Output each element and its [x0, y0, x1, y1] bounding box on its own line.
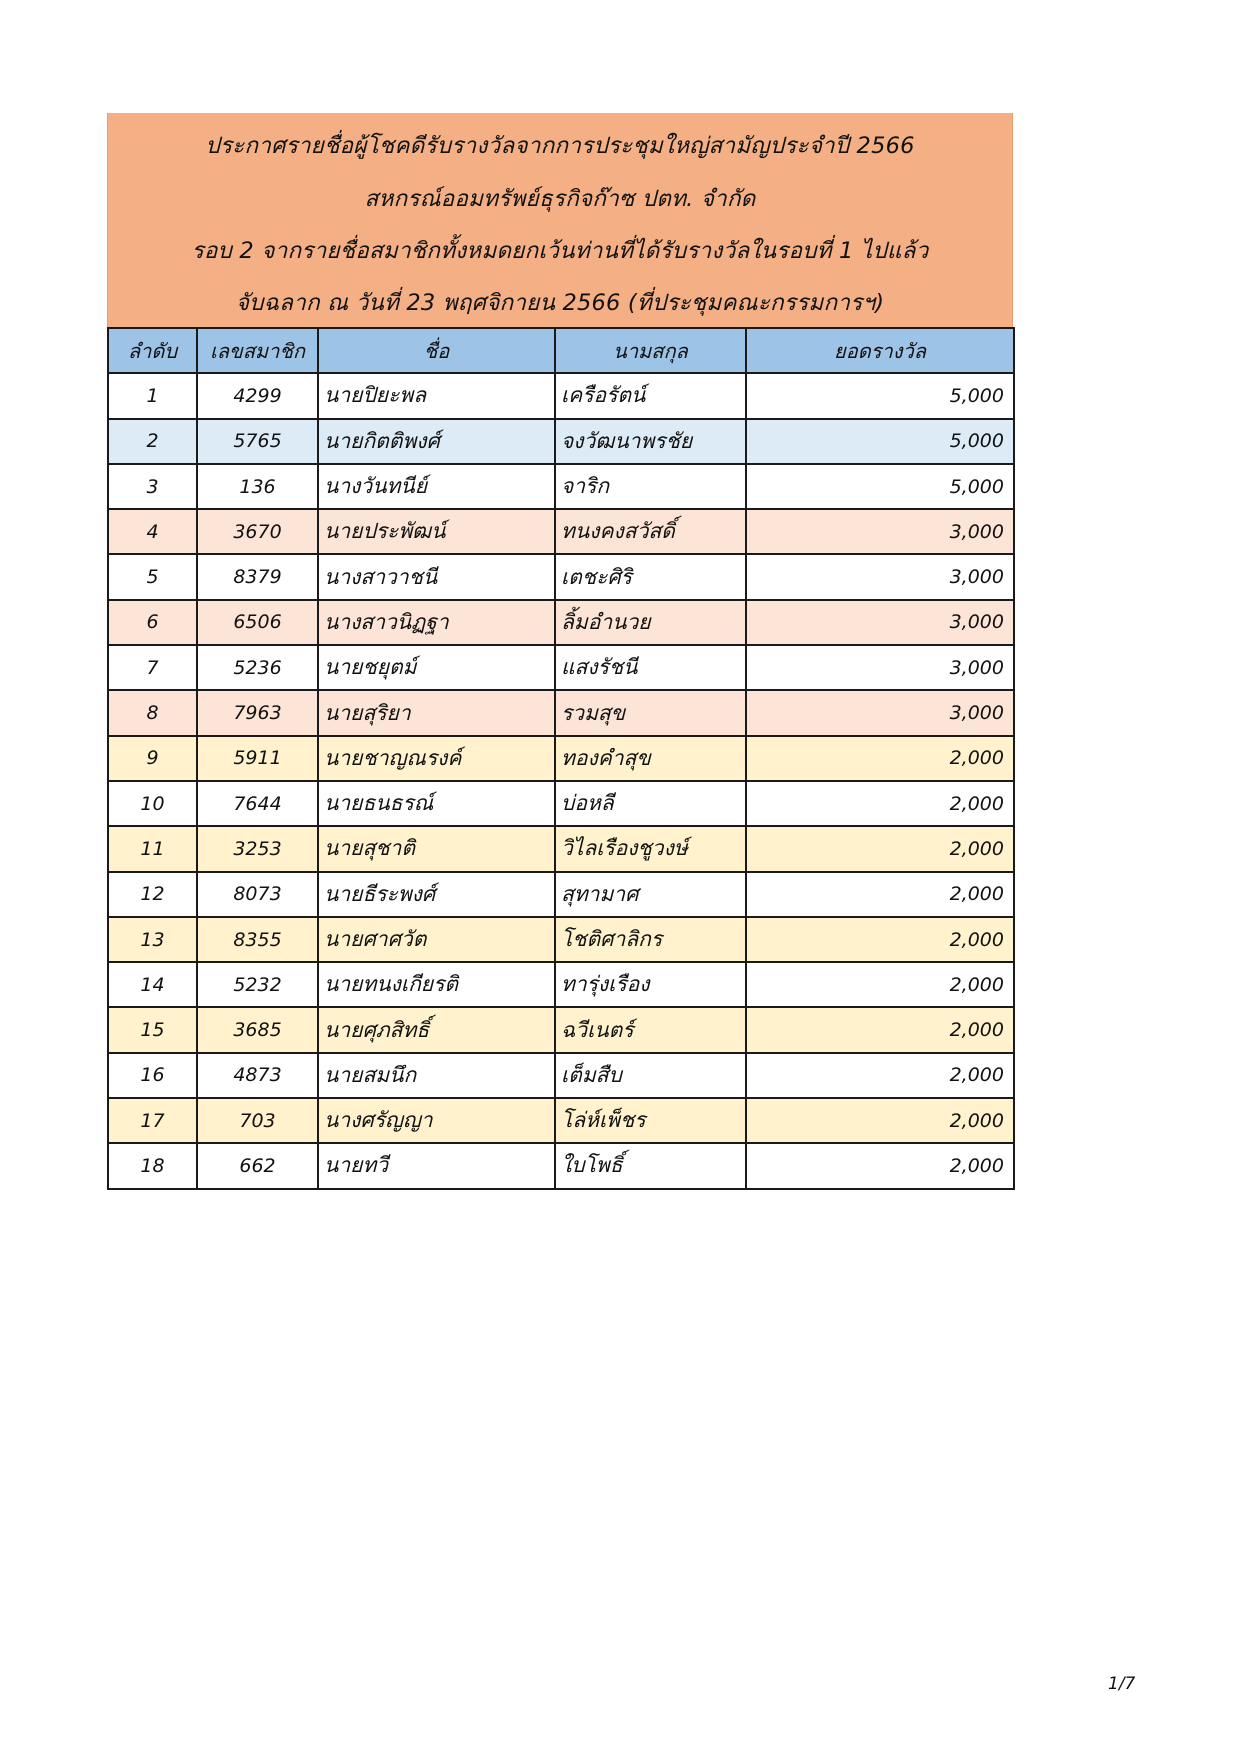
announcement-header — [107, 113, 1013, 327]
cell-order: 3 — [108, 464, 197, 509]
cell-surname: โล่ห์เพ็ชร — [555, 1098, 746, 1143]
table-body — [108, 373, 1014, 1188]
cell-member-number: 3253 — [197, 826, 318, 871]
table-row — [108, 419, 1014, 464]
cell-order: 5 — [108, 554, 197, 599]
cell-surname: เต็มสืบ — [555, 1053, 746, 1098]
cell-first-name: นางสาวนิฏฐา — [318, 600, 555, 645]
table-row — [108, 1053, 1014, 1098]
table-row — [108, 872, 1014, 917]
table-row — [108, 1098, 1014, 1143]
cell-surname: จาริก — [555, 464, 746, 509]
cell-order: 18 — [108, 1143, 197, 1188]
cell-first-name: นายสุริยา — [318, 690, 555, 735]
table-row — [108, 736, 1014, 781]
cell-prize-amount: 2,000 — [746, 962, 1014, 1007]
cell-order: 1 — [108, 373, 197, 418]
cell-first-name: นายชยุตม์ — [318, 645, 555, 690]
announcement-sheet — [107, 113, 1013, 1190]
header-round-note: รอบ 2 จากรายชื่อสมาชิกทั้งหมดยกเว้นท่านที่ได้รับรางวัลในรอบที่ 1 ไปแล้ว — [191, 238, 929, 264]
cell-order: 9 — [108, 736, 197, 781]
table-row — [108, 1007, 1014, 1052]
cell-surname: รวมสุข — [555, 690, 746, 735]
cell-member-number: 5911 — [197, 736, 318, 781]
cell-first-name: นายชาญณรงค์ — [318, 736, 555, 781]
cell-surname: ทนงคงสวัสดิ์ — [555, 509, 746, 554]
cell-member-number: 5765 — [197, 419, 318, 464]
table-row — [108, 781, 1014, 826]
cell-first-name: นายสมนึก — [318, 1053, 555, 1098]
cell-first-name: นายปิยะพล — [318, 373, 555, 418]
cell-prize-amount: 2,000 — [746, 872, 1014, 917]
column-header-first-name: ชื่อ — [318, 328, 555, 373]
cell-first-name: นายธีระพงศ์ — [318, 872, 555, 917]
cell-order: 11 — [108, 826, 197, 871]
cell-surname: แสงรัชนี — [555, 645, 746, 690]
cell-first-name: นายศาศวัต — [318, 917, 555, 962]
header-draw-date: จับฉลาก ณ วันที่ 23 พฤศจิกายน 2566 (ที่ประชุมคณะกรรมการฯ) — [235, 290, 885, 316]
column-header-member-number: เลขสมาชิก — [197, 328, 318, 373]
table-row — [108, 917, 1014, 962]
cell-prize-amount: 2,000 — [746, 826, 1014, 871]
table-row — [108, 690, 1014, 735]
cell-order: 12 — [108, 872, 197, 917]
table-row — [108, 554, 1014, 599]
cell-order: 6 — [108, 600, 197, 645]
cell-member-number: 4299 — [197, 373, 318, 418]
table-row — [108, 464, 1014, 509]
cell-prize-amount: 2,000 — [746, 1007, 1014, 1052]
cell-member-number: 6506 — [197, 600, 318, 645]
cell-order: 7 — [108, 645, 197, 690]
cell-surname: วิไลเรืองชูวงษ์ — [555, 826, 746, 871]
cell-prize-amount: 2,000 — [746, 1143, 1014, 1188]
cell-prize-amount: 5,000 — [746, 373, 1014, 418]
cell-prize-amount: 2,000 — [746, 917, 1014, 962]
cell-member-number: 5236 — [197, 645, 318, 690]
cell-surname: ทองคำสุข — [555, 736, 746, 781]
cell-prize-amount: 3,000 — [746, 600, 1014, 645]
column-header-prize-amount: ยอดรางวัล — [746, 328, 1014, 373]
cell-first-name: นายศุภสิทธิ์ — [318, 1007, 555, 1052]
cell-first-name: นางสาวาชนี — [318, 554, 555, 599]
cell-prize-amount: 5,000 — [746, 464, 1014, 509]
cell-member-number: 8355 — [197, 917, 318, 962]
cell-member-number: 3670 — [197, 509, 318, 554]
cell-member-number: 3685 — [197, 1007, 318, 1052]
cell-first-name: นายทวี — [318, 1143, 555, 1188]
cell-order: 4 — [108, 509, 197, 554]
cell-first-name: นายกิตติพงศ์ — [318, 419, 555, 464]
column-header-order: ลำดับ — [108, 328, 197, 373]
cell-surname: ฉวีเนตร์ — [555, 1007, 746, 1052]
cell-surname: ใบโพธิ์ — [555, 1143, 746, 1188]
cell-member-number: 8379 — [197, 554, 318, 599]
winners-table — [107, 327, 1015, 1190]
cell-first-name: นางศรัญญา — [318, 1098, 555, 1143]
cell-first-name: นายธนธรณ์ — [318, 781, 555, 826]
cell-member-number: 662 — [197, 1143, 318, 1188]
cell-prize-amount: 5,000 — [746, 419, 1014, 464]
cell-surname: ทารุ่งเรือง — [555, 962, 746, 1007]
header-title: ประกาศรายชื่อผู้โชคดีรับรางวัลจากการประชุมใหญ่สามัญประจำปี 2566 — [205, 133, 915, 159]
cell-order: 15 — [108, 1007, 197, 1052]
cell-prize-amount: 2,000 — [746, 1098, 1014, 1143]
cell-first-name: นายประพัฒน์ — [318, 509, 555, 554]
header-organization: สหกรณ์ออมทรัพย์ธุรกิจก๊าซ ปตท. จำกัด — [364, 186, 756, 212]
cell-surname: บ่อหลี — [555, 781, 746, 826]
cell-surname: ลิ้มอำนวย — [555, 600, 746, 645]
cell-member-number: 4873 — [197, 1053, 318, 1098]
cell-surname: เครือรัตน์ — [555, 373, 746, 418]
cell-prize-amount: 3,000 — [746, 554, 1014, 599]
cell-prize-amount: 2,000 — [746, 736, 1014, 781]
cell-order: 13 — [108, 917, 197, 962]
cell-order: 17 — [108, 1098, 197, 1143]
cell-order: 8 — [108, 690, 197, 735]
table-row — [108, 509, 1014, 554]
table-row — [108, 826, 1014, 871]
cell-first-name: นายทนงเกียรติ — [318, 962, 555, 1007]
cell-prize-amount: 3,000 — [746, 690, 1014, 735]
page-number: 1/7 — [1108, 1674, 1136, 1694]
cell-surname: สุทามาศ — [555, 872, 746, 917]
cell-prize-amount: 3,000 — [746, 645, 1014, 690]
column-header-surname: นามสกุล — [555, 328, 746, 373]
cell-member-number: 8073 — [197, 872, 318, 917]
table-row — [108, 1143, 1014, 1188]
cell-member-number: 5232 — [197, 962, 318, 1007]
cell-prize-amount: 3,000 — [746, 509, 1014, 554]
table-row — [108, 645, 1014, 690]
cell-prize-amount: 2,000 — [746, 1053, 1014, 1098]
table-row — [108, 600, 1014, 645]
cell-member-number: 7644 — [197, 781, 318, 826]
cell-surname: โชติศาลิกร — [555, 917, 746, 962]
table-row — [108, 962, 1014, 1007]
table-header-row — [108, 328, 1014, 373]
cell-order: 10 — [108, 781, 197, 826]
cell-order: 2 — [108, 419, 197, 464]
cell-surname: เตชะศิริ — [555, 554, 746, 599]
cell-member-number: 703 — [197, 1098, 318, 1143]
cell-prize-amount: 2,000 — [746, 781, 1014, 826]
cell-order: 16 — [108, 1053, 197, 1098]
cell-order: 14 — [108, 962, 197, 1007]
cell-member-number: 7963 — [197, 690, 318, 735]
table-row — [108, 373, 1014, 418]
cell-first-name: นายสุชาติ — [318, 826, 555, 871]
cell-member-number: 136 — [197, 464, 318, 509]
cell-surname: จงวัฒนาพรชัย — [555, 419, 746, 464]
cell-first-name: นางวันทนีย์ — [318, 464, 555, 509]
